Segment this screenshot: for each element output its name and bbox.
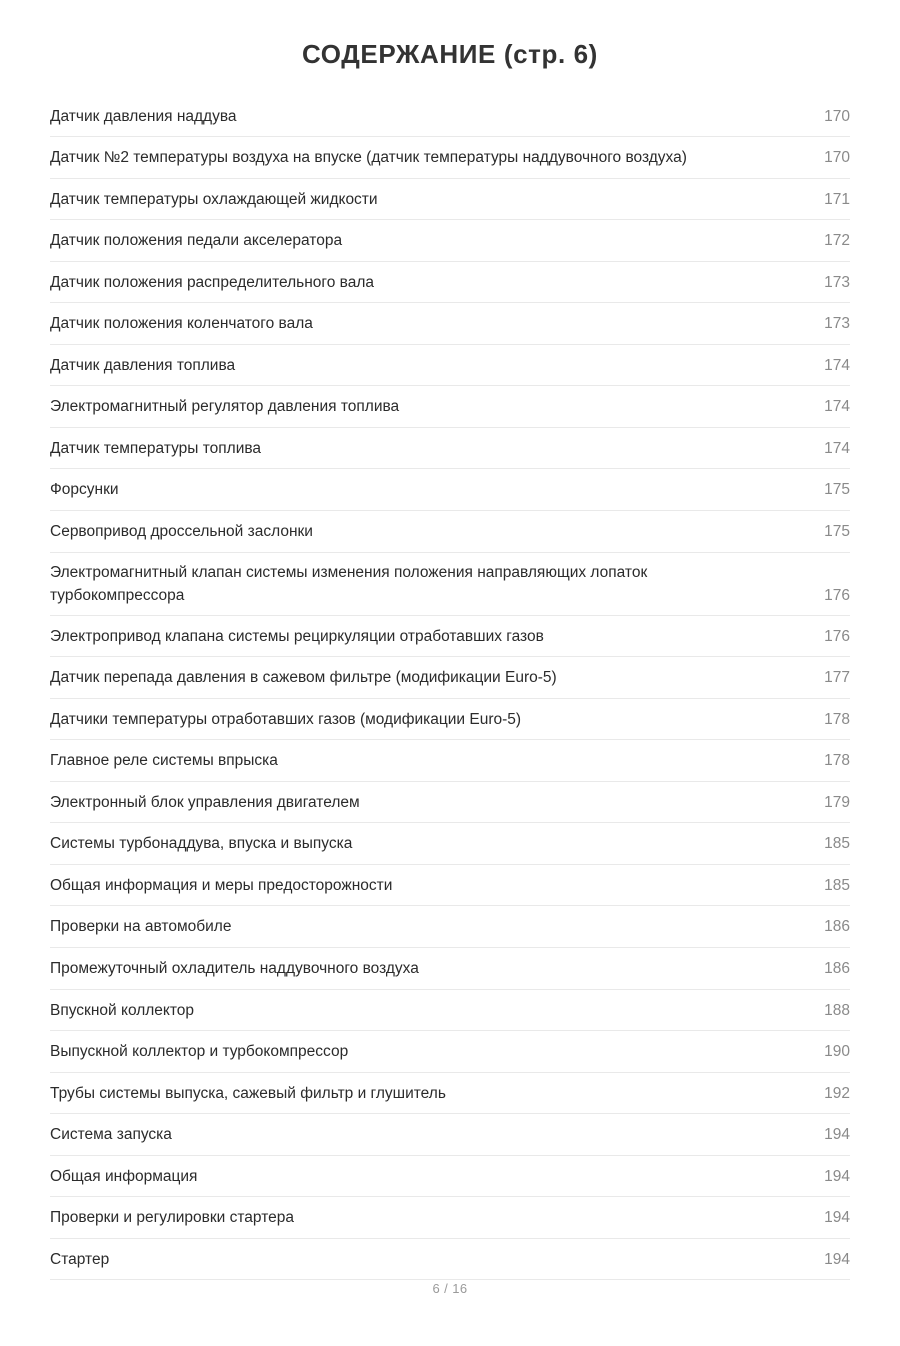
toc-entry-page-number: 179: [824, 793, 850, 811]
toc-entry[interactable]: [50, 469, 850, 511]
toc-entry[interactable]: [50, 553, 850, 616]
toc-entry-title: Проверки и регулировки стартера: [50, 1209, 294, 1227]
toc-entry[interactable]: [50, 345, 850, 387]
toc-entry-title: Датчик температуры охлаждающей жидкости: [50, 190, 378, 208]
toc-entry[interactable]: [50, 386, 850, 428]
toc-entry-title: Датчик перепада давления в сажевом фильтре (модификации Euro-5): [50, 669, 557, 687]
toc-entry[interactable]: [50, 990, 850, 1032]
toc-entry-title: Система запуска: [50, 1126, 172, 1144]
toc-entry-page-number: 174: [824, 356, 850, 374]
toc-entry[interactable]: [50, 220, 850, 262]
toc-entry-title: Стартер: [50, 1250, 110, 1268]
toc-entry-title: Датчик №2 температуры воздуха на впуске (датчик температуры наддувочного воздуха): [50, 149, 687, 167]
toc-entry[interactable]: [50, 262, 850, 304]
toc-entry-page-number: 194: [824, 1126, 850, 1144]
toc-entry[interactable]: [50, 948, 850, 990]
toc-entry[interactable]: [50, 303, 850, 345]
table-of-contents: [0, 96, 900, 1281]
toc-entry-page-number: 186: [824, 959, 850, 977]
toc-entry-title: Общая информация: [50, 1167, 198, 1185]
toc-entry-title: Датчики температуры отработавших газов (модификации Euro-5): [50, 710, 522, 728]
toc-entry-page-number: 186: [824, 918, 850, 936]
toc-entry[interactable]: [50, 782, 850, 824]
toc-entry-page-number: 174: [824, 398, 850, 416]
toc-entry-page-number: 173: [824, 315, 850, 333]
toc-entry-title: Форсунки: [50, 481, 119, 499]
toc-entry-title: Электропривод клапана системы рециркуляции отработавших газов: [50, 627, 544, 645]
toc-entry[interactable]: [50, 657, 850, 699]
toc-entry-title: Промежуточный охладитель наддувочного воздуха: [50, 959, 419, 977]
toc-entry-page-number: 192: [824, 1084, 850, 1102]
toc-entry-title: Электромагнитный клапан системы изменения положения направляющих лопаток турбокомпрессора: [50, 563, 648, 605]
page-title: СОДЕРЖАНИЕ (стр. 6): [302, 39, 598, 69]
toc-entry-page-number: 176: [824, 587, 850, 605]
toc-entry-title: Системы турбонаддува, впуска и выпуска: [50, 835, 353, 853]
toc-entry[interactable]: [50, 96, 850, 138]
toc-entry-page-number: 178: [824, 752, 850, 770]
toc-entry-page-number: 170: [824, 107, 850, 125]
toc-entry[interactable]: [50, 511, 850, 553]
page-footer: [0, 1280, 900, 1346]
toc-entry-title: Сервопривод дроссельной заслонки: [50, 522, 313, 540]
toc-entry[interactable]: [50, 740, 850, 782]
toc-entry-page-number: 172: [824, 232, 850, 250]
toc-entry[interactable]: [50, 616, 850, 658]
toc-entry-page-number: 185: [824, 835, 850, 853]
toc-entry-page-number: 173: [824, 273, 850, 291]
toc-entry[interactable]: [50, 428, 850, 470]
toc-entry-page-number: 175: [824, 522, 850, 540]
toc-entry-title: Главное реле системы впрыска: [50, 752, 278, 770]
toc-entry-page-number: 190: [824, 1043, 850, 1061]
toc-entry-page-number: 175: [824, 481, 850, 499]
toc-entry-title: Проверки на автомобиле: [50, 918, 232, 936]
toc-entry-title: Датчик давления топлива: [50, 356, 236, 374]
toc-entry[interactable]: [50, 1031, 850, 1073]
toc-entry[interactable]: [50, 823, 850, 865]
pagination-label: 6 / 16: [432, 1281, 468, 1297]
toc-entry-page-number: 177: [824, 669, 850, 687]
toc-entry-title: Датчик положения педали акселератора: [50, 232, 343, 250]
toc-entry-title: Трубы системы выпуска, сажевый фильтр и глушитель: [50, 1084, 446, 1102]
toc-entry-page-number: 188: [824, 1001, 850, 1019]
toc-entry[interactable]: [50, 865, 850, 907]
toc-entry-title: Выпускной коллектор и турбокомпрессор: [50, 1043, 349, 1061]
toc-entry[interactable]: [50, 179, 850, 221]
toc-entry[interactable]: [50, 137, 850, 179]
toc-entry-title: Впускной коллектор: [50, 1001, 195, 1019]
toc-entry[interactable]: [50, 906, 850, 948]
toc-entry-title: Датчик положения распределительного вала: [50, 273, 374, 291]
toc-entry[interactable]: [50, 1239, 850, 1281]
toc-entry-page-number: 171: [824, 190, 850, 208]
toc-entry-page-number: 174: [824, 439, 850, 457]
toc-entry[interactable]: [50, 699, 850, 741]
toc-entry-title: Датчик давления наддува: [50, 107, 237, 125]
toc-entry-page-number: 194: [824, 1167, 850, 1185]
toc-entry[interactable]: [50, 1197, 850, 1239]
toc-entry-title: Электромагнитный регулятор давления топлива: [50, 398, 400, 416]
toc-entry-title: Датчик температуры топлива: [50, 439, 262, 457]
toc-entry-title: Датчик положения коленчатого вала: [50, 315, 313, 333]
toc-entry[interactable]: [50, 1114, 850, 1156]
toc-entry-title: Общая информация и меры предосторожности: [50, 876, 393, 894]
toc-entry-page-number: 185: [824, 876, 850, 894]
toc-entry-page-number: 194: [824, 1250, 850, 1268]
toc-entry-page-number: 176: [824, 627, 850, 645]
toc-entry-page-number: 178: [824, 710, 850, 728]
toc-entry-page-number: 170: [824, 149, 850, 167]
toc-entry-page-number: 194: [824, 1209, 850, 1227]
toc-entry[interactable]: [50, 1156, 850, 1198]
toc-entry[interactable]: [50, 1073, 850, 1115]
toc-entry-title: Электронный блок управления двигателем: [50, 793, 360, 811]
